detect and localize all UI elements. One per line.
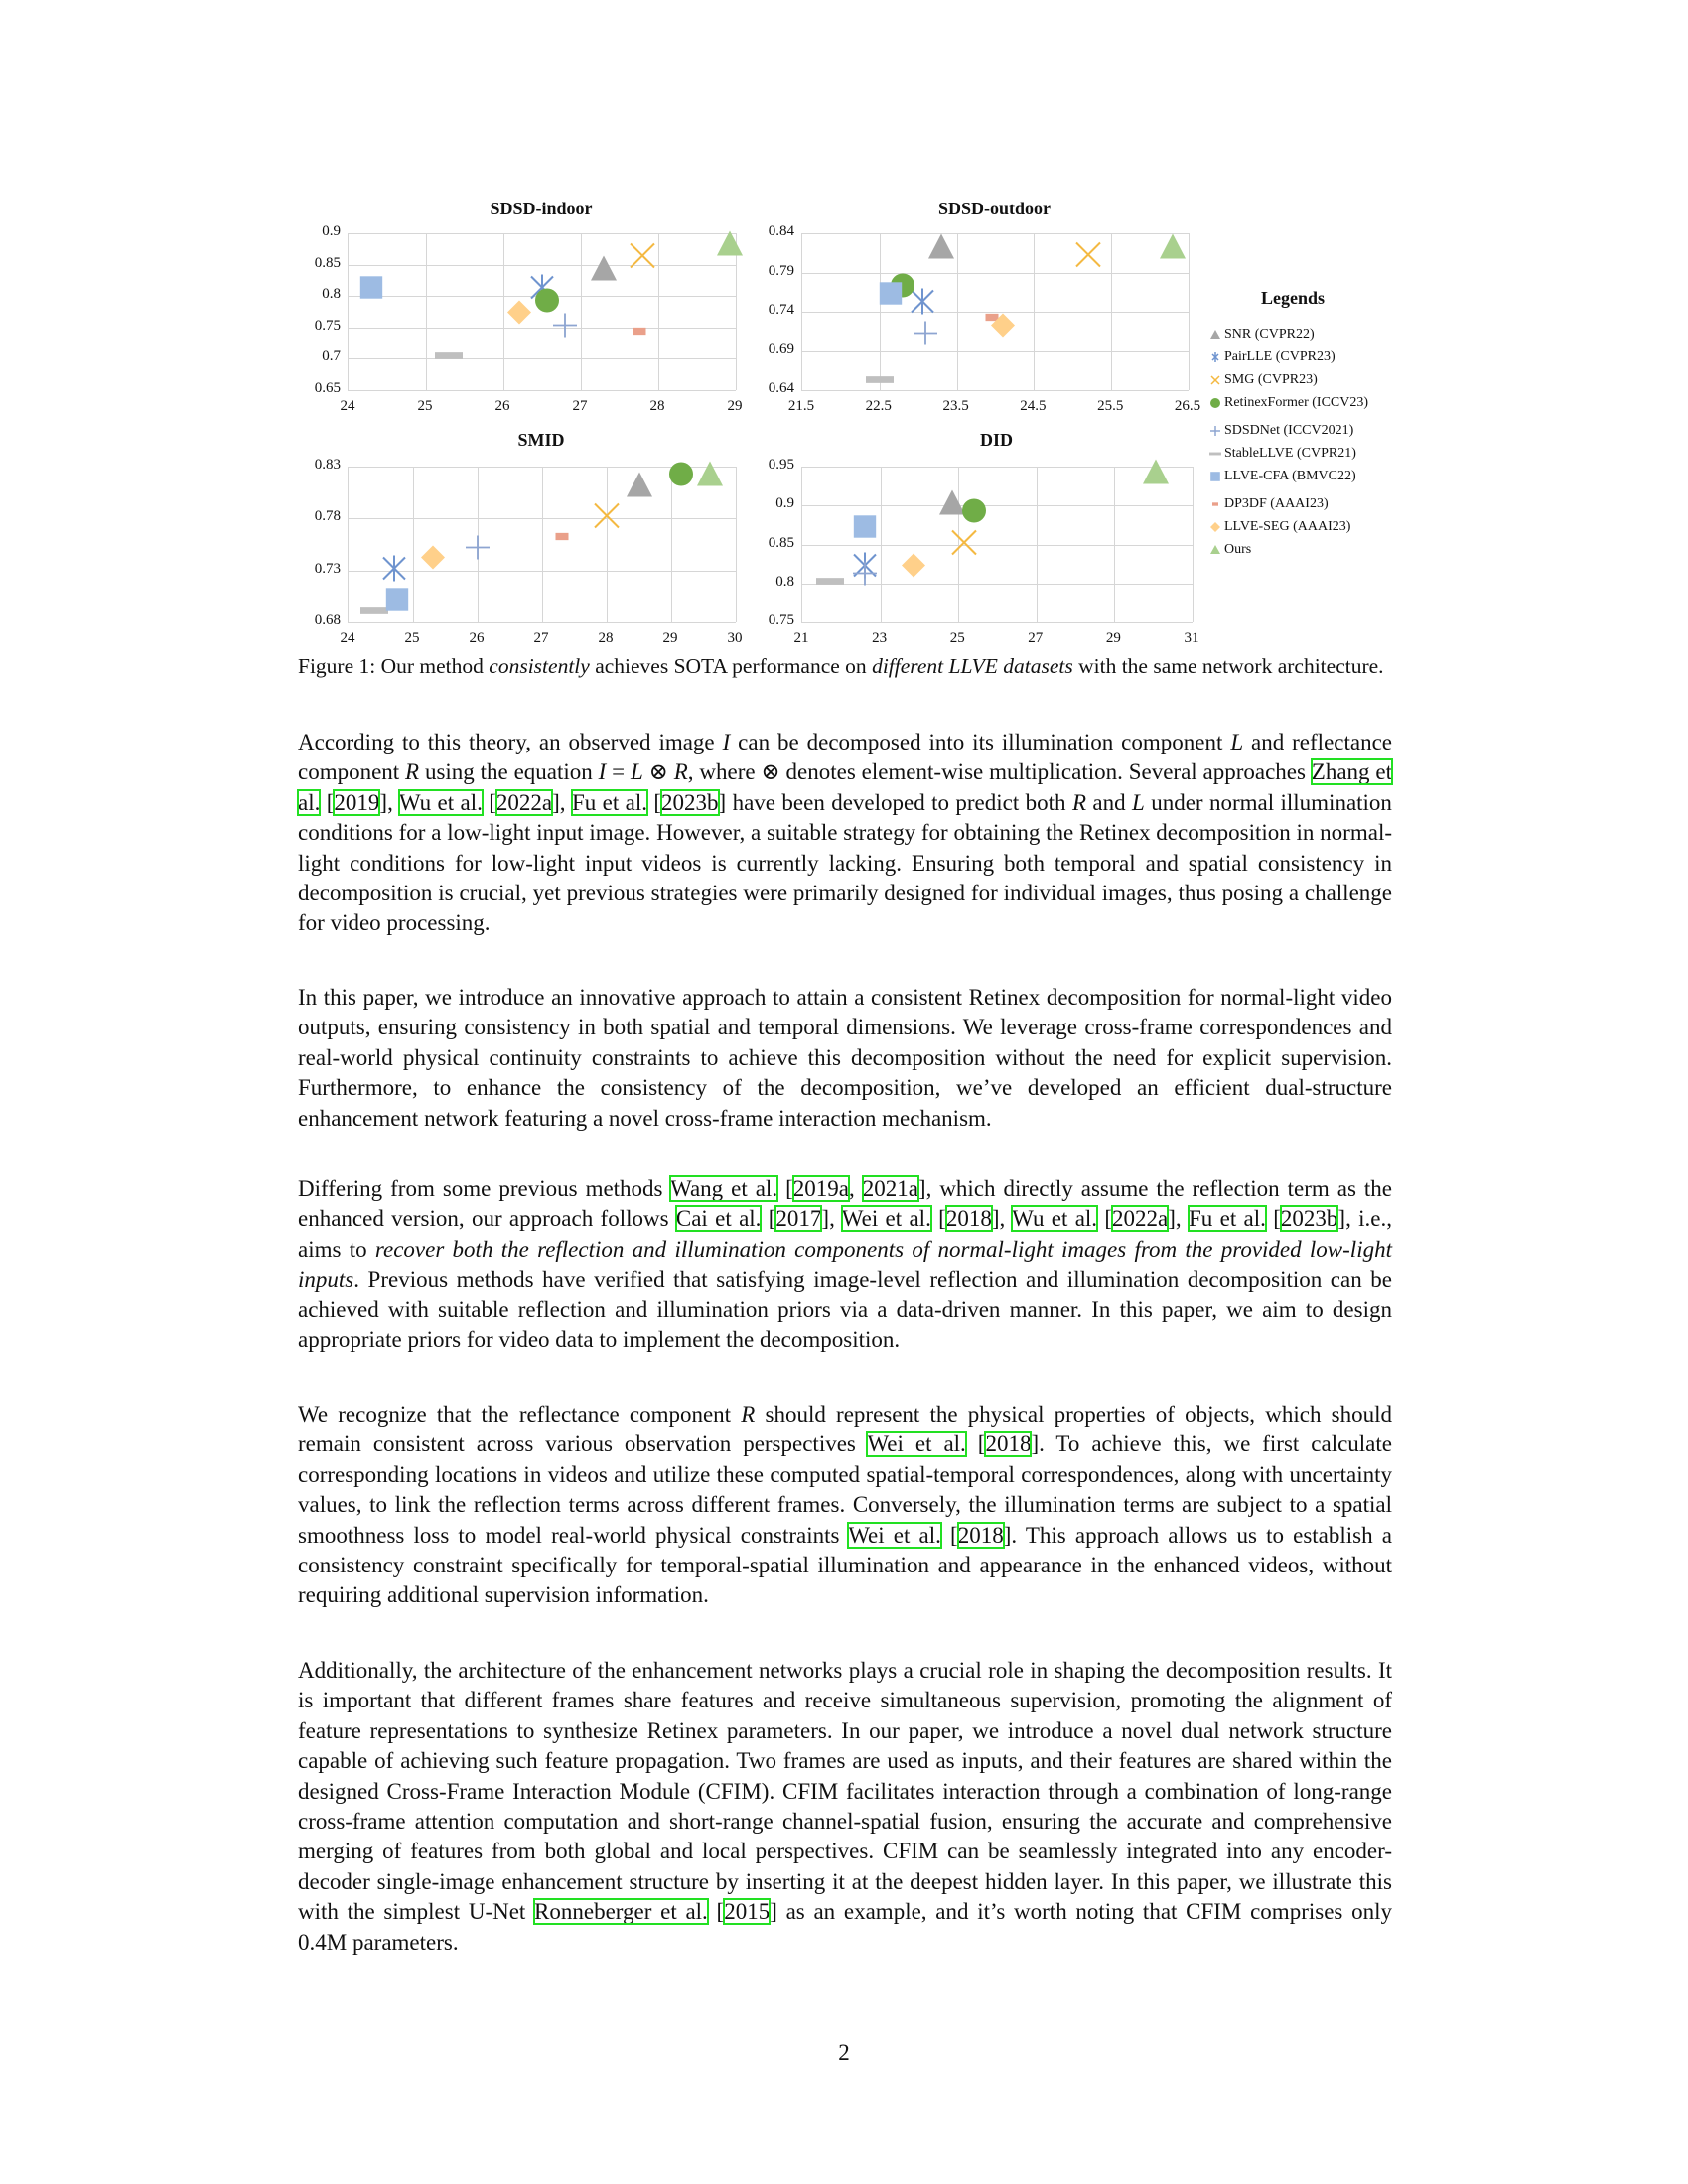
y-tick-label: 0.9 <box>775 495 794 512</box>
chart-title: SDSD-indoor <box>490 199 593 218</box>
diamond-marker-icon <box>420 545 446 576</box>
body-text: [ <box>761 1206 776 1232</box>
small-dash-marker-icon <box>627 319 652 349</box>
legend-label: DP3DF (AAAI23) <box>1224 495 1329 511</box>
gridline <box>802 233 1189 234</box>
math-symbol: R <box>405 759 420 785</box>
citation-link[interactable]: Wei et al. <box>841 1206 931 1232</box>
square-marker-icon <box>383 586 411 618</box>
dash-marker-icon <box>816 567 844 600</box>
math-symbol: I <box>598 759 607 785</box>
plus-icon <box>1209 425 1221 437</box>
legend-label: SDSDNet (ICCV2021) <box>1224 422 1354 438</box>
math-symbol: R <box>741 1402 756 1427</box>
citation-link[interactable]: Wang et al. <box>670 1176 778 1201</box>
page-number: 2 <box>838 2040 850 2065</box>
plot-area <box>348 233 736 391</box>
citation-link[interactable]: Wu et al. <box>398 789 483 815</box>
citation-link[interactable]: Zhang et al. <box>298 759 1392 815</box>
gridline <box>349 265 736 266</box>
y-tick-label: 0.64 <box>768 380 794 396</box>
x-marker-icon <box>629 242 656 275</box>
x-tick-label: 29 <box>1105 630 1121 646</box>
gridline <box>1114 467 1115 622</box>
triangle-marker-icon <box>716 229 744 262</box>
gridline <box>426 233 427 390</box>
dash-marker-icon <box>435 342 463 375</box>
gridline <box>349 328 736 329</box>
x-tick-label: 28 <box>598 630 614 646</box>
citation-link[interactable]: Wei et al. <box>867 1432 966 1457</box>
x-tick-label: 21.5 <box>787 398 815 414</box>
y-tick-label: 0.75 <box>768 613 794 628</box>
x-tick-label: 23.5 <box>942 398 969 414</box>
caption-text: with the same network architecture. <box>1072 654 1384 678</box>
gridline <box>413 467 414 622</box>
legend-item <box>1209 538 1388 561</box>
plus-marker-icon <box>913 320 938 350</box>
diamond-icon <box>1209 521 1221 533</box>
y-tick-label: 0.78 <box>314 508 341 525</box>
chart-legend <box>1209 288 1388 561</box>
caption-text: achieves SOTA performance on <box>589 654 873 678</box>
triangle-marker-icon <box>696 461 724 493</box>
paragraph-5 <box>298 1656 1392 1958</box>
gridline <box>1193 467 1194 622</box>
citation-link[interactable]: 2022a <box>495 789 553 815</box>
paragraph-2 <box>298 983 1392 1134</box>
triangle-marker-icon <box>1142 458 1170 490</box>
x-marker-icon <box>950 528 978 561</box>
gridline <box>349 233 736 234</box>
legend-label: RetinexFormer (ICCV23) <box>1224 394 1369 410</box>
plot-area <box>801 467 1193 623</box>
x-tick-label: 22.5 <box>865 398 892 414</box>
math-symbol: R <box>673 759 688 785</box>
body-text: under normal illumination conditions for a low-light input image. However, a suitable strategy for obtaining the Retinex decomposition in normal-light conditions for low-light input videos is currently lacking. Ensuring both temporal and spatial consistency in decomposition is crucial, yet previous strategies were primarily designed for individual images, thus posing a challenge for video processing. <box>298 789 1392 936</box>
plus-marker-icon <box>852 560 878 591</box>
y-tick-label: 0.7 <box>322 348 341 365</box>
x-tick-label: 26 <box>494 398 510 414</box>
y-tick-label: 0.85 <box>314 254 341 271</box>
y-tick-label: 0.74 <box>768 302 794 318</box>
x-marker-icon <box>1074 240 1102 273</box>
body-text: , where ⊗ denotes element-wise multiplication. Several approaches <box>687 759 1312 785</box>
gridline <box>1037 467 1038 622</box>
legend-item <box>1209 515 1388 538</box>
y-tick-label: 0.85 <box>768 534 794 551</box>
x-tick-label: 29 <box>727 398 743 414</box>
chart-title: SMID <box>517 430 565 450</box>
citation-link[interactable]: Wei et al. <box>848 1522 941 1548</box>
body-text: Additionally, the architecture of the enhancement networks plays a crucial role in shaping the decomposition results. It is important that different frames share features and receive simultaneous supervision, promoting the alignment of feature representations to synthesize Retinex parameters. In our paper, we introduce a novel dual network structure capable of achieving such feature propagation. Two frames are used as inputs, and their features are shared within the designed Cross-Frame Interaction Module (CFIM). CFIM facilitates interaction through a combination of long-range cross-frame attention computation and short-range channel-spatial fusion, ensuring the accurate and comprehensive merging of features from both global and local perspectives. CFIM can be seamlessly integrated into any encoder-decoder single-image enhancement structure by inserting it at the deepest hidden layer. In this paper, we illustrate this with the simplest U-Net <box>298 1658 1392 1925</box>
body-text: . Previous methods have verified that satisfying image-level reflection and illumination decomposition can be achieved with suitable reflection and illumination priors via a data-driven manner. In this paper, we aim to design appropriate priors for video data to implement the decomposition. <box>298 1267 1392 1353</box>
small-dash-marker-icon <box>549 524 575 555</box>
y-tick-label: 0.8 <box>322 286 341 303</box>
chart-title: SDSD-outdoor <box>937 199 1052 218</box>
gridline <box>349 358 736 359</box>
citation-link[interactable]: Fu et al. <box>571 789 647 815</box>
diamond-marker-icon <box>506 300 532 331</box>
math-symbol: L <box>1132 789 1145 815</box>
body-text: According to this theory, an observed image <box>298 730 723 754</box>
gridline <box>881 467 882 622</box>
math-symbol: R <box>1071 789 1086 815</box>
figure-caption <box>298 652 1390 680</box>
y-tick-label: 0.9 <box>322 223 341 239</box>
body-text: ], which directly assume the reflection term as the enhanced version, our approach follows <box>298 1176 1392 1232</box>
circle-icon <box>1209 397 1221 409</box>
gridline <box>957 233 958 390</box>
body-text: = <box>606 759 631 785</box>
citation-link[interactable]: 2022a <box>1112 1206 1169 1232</box>
body-text: [ <box>482 789 496 815</box>
citation-link[interactable]: 2015 <box>724 1899 771 1925</box>
legend-label: SMG (CVPR23) <box>1224 371 1318 387</box>
plot-area <box>348 467 736 623</box>
y-tick-label: 0.79 <box>768 262 794 279</box>
citation-link[interactable]: Fu et al. <box>1189 1206 1266 1232</box>
legend-item <box>1209 442 1388 465</box>
asterisk-icon <box>1209 351 1221 363</box>
citation-link[interactable]: Wu et al. <box>1012 1206 1098 1232</box>
citation-link[interactable]: 2018 <box>985 1432 1032 1457</box>
citation-link[interactable]: Ronneberger et al. <box>534 1899 708 1925</box>
gridline <box>1111 233 1112 390</box>
x-tick-label: 27 <box>572 398 588 414</box>
gridline <box>802 467 1193 468</box>
legend-item <box>1209 323 1388 345</box>
legend-label: LLVE-SEG (AAAI23) <box>1224 518 1351 534</box>
legend-label: SNR (CVPR22) <box>1224 326 1315 341</box>
x-marker-icon <box>593 502 621 535</box>
circle-marker-icon <box>668 462 694 492</box>
body-text: and reflectance component <box>298 730 1392 785</box>
legend-item <box>1209 345 1388 368</box>
y-tick-label: 0.65 <box>314 380 341 396</box>
square-marker-icon <box>877 280 905 313</box>
x-tick-label: 24 <box>340 398 355 414</box>
math-symbol: I <box>722 730 731 754</box>
body-text: ]. This approach allows us to establish a consistency constraint specifically for temporal-spatial illumination and appearance in the enhanced videos, without requiring additional supervision information. <box>298 1522 1392 1608</box>
diamond-marker-icon <box>990 312 1016 342</box>
legend-item <box>1209 391 1388 414</box>
plot-area <box>801 233 1189 391</box>
gridline <box>503 233 504 390</box>
y-tick-label: 0.73 <box>314 560 341 577</box>
gridline <box>1189 233 1190 390</box>
body-text: ], <box>379 789 399 815</box>
body-text: , <box>848 1176 863 1201</box>
x-tick-label: 21 <box>793 630 809 646</box>
y-tick-label: 0.75 <box>314 317 341 334</box>
body-text: ⊗ <box>642 759 674 785</box>
triangle-marker-icon <box>1159 232 1187 265</box>
body-text: [ <box>940 1522 958 1548</box>
citation-link[interactable]: 2021a <box>862 1176 918 1201</box>
caption-text: Our method <box>375 654 490 678</box>
caption-emphasis: consistently <box>489 654 590 678</box>
triangle-marker-icon <box>590 254 618 287</box>
y-tick-label: 0.69 <box>768 341 794 357</box>
triangle-icon <box>1209 329 1221 341</box>
x-tick-label: 28 <box>649 398 665 414</box>
y-tick-label: 0.8 <box>775 573 794 590</box>
legend-label: Ours <box>1224 541 1252 557</box>
citation-link[interactable]: 2023b <box>1280 1206 1338 1232</box>
body-text: [ <box>1265 1206 1281 1232</box>
citation-link[interactable]: Cai et al. <box>675 1206 762 1232</box>
x-tick-label: 24.5 <box>1020 398 1047 414</box>
body-text: can be decomposed into its illumination component <box>730 730 1231 754</box>
gridline <box>542 467 543 622</box>
body-text: ]. To achieve this, we first calculate corresponding locations in videos and utilize these computed spatial-temporal correspondences, along with uncertainty values, to link the reflection terms across different frames. Conversely, the illumination terms are subject to a spatial smoothness loss to model real-world physical constraints <box>298 1432 1392 1548</box>
y-tick-label: 0.95 <box>768 457 794 473</box>
body-text: ], <box>552 789 572 815</box>
paragraph-1 <box>298 728 1392 939</box>
asterisk-marker-icon <box>380 554 408 587</box>
citation-link[interactable]: 2019 <box>334 789 380 815</box>
body-text: We recognize that the reflectance component <box>298 1402 742 1427</box>
body-text: and <box>1086 789 1132 815</box>
gridline <box>802 351 1189 352</box>
gridline <box>581 233 582 390</box>
body-text: ], <box>821 1206 842 1232</box>
body-text: In this paper, we introduce an innovative approach to attain a consistent Retinex decomposition for normal-light video outputs, ensuring consistency in both spatial and temporal dimensions. We leverage cross-frame correspondences and real-world physical continuity constraints to achieve this decomposition without the need for explicit supervision. Furthermore, to enhance the consistency of the decomposition, we’ve developed an efficient dual-structure enhancement network featuring a novel cross-frame interaction mechanism. <box>298 985 1392 1131</box>
body-text: using the equation <box>419 759 599 785</box>
x-tick-label: 25 <box>417 398 433 414</box>
body-text: ] as an example, and it’s worth noting that CFIM comprises only 0.4M parameters. <box>298 1899 1392 1955</box>
paragraph-4 <box>298 1400 1392 1611</box>
citation-link[interactable]: 2018 <box>945 1206 992 1232</box>
body-text: [ <box>707 1899 725 1925</box>
legend-label: LLVE-CFA (BMVC22) <box>1224 468 1356 483</box>
x-tick-label: 25 <box>404 630 420 646</box>
legend-item <box>1209 419 1388 442</box>
emphasis-text: recover both the reflection and illumination components of normal-light images from the provided low-light inputs <box>298 1236 1392 1293</box>
legend-label: PairLLE (CVPR23) <box>1224 348 1336 364</box>
square-icon <box>1209 471 1221 482</box>
dash-marker-icon <box>866 366 894 399</box>
citation-link[interactable]: 2023b <box>661 789 719 815</box>
x-tick-label: 29 <box>662 630 678 646</box>
circle-marker-icon <box>961 498 987 529</box>
gridline <box>658 233 659 390</box>
body-text: [ <box>965 1432 986 1457</box>
citation-link[interactable]: 2019a <box>792 1176 849 1201</box>
dash-icon <box>1209 448 1221 460</box>
math-symbol: L <box>1230 730 1244 754</box>
legend-item <box>1209 492 1388 515</box>
triangle-marker-icon <box>927 232 955 265</box>
legend-item <box>1209 465 1388 487</box>
body-text: Differing from some previous methods <box>298 1176 671 1201</box>
y-tick-label: 0.84 <box>768 223 794 239</box>
gridline <box>802 273 1189 274</box>
x-tick-label: 25 <box>949 630 965 646</box>
body-text: ] have been developed to predict both <box>718 789 1072 815</box>
triangle-marker-icon <box>626 471 653 503</box>
legend-item <box>1209 368 1388 391</box>
paragraph-3 <box>298 1174 1392 1355</box>
chart-title: DID <box>979 430 1013 450</box>
citation-link[interactable]: 2017 <box>775 1206 822 1232</box>
x-tick-label: 30 <box>727 630 743 646</box>
x-tick-label: 25.5 <box>1097 398 1124 414</box>
body-text: should represent the physical properties of objects, which should remain consistent across various observation perspectives <box>298 1402 1392 1457</box>
body-text: [ <box>777 1176 793 1201</box>
gridline <box>1034 233 1035 390</box>
body-text: ], i.e., aims to <box>298 1206 1392 1262</box>
legend-title: Legends <box>1260 288 1325 308</box>
citation-link[interactable]: 2018 <box>957 1522 1004 1548</box>
x-tick-label: 23 <box>872 630 888 646</box>
body-text: ], <box>991 1206 1013 1232</box>
math-symbol: L <box>630 759 643 785</box>
x-tick-label: 24 <box>340 630 355 646</box>
small-dash-icon <box>1209 498 1221 510</box>
plus-marker-icon <box>552 312 578 342</box>
body-text: [ <box>320 789 335 815</box>
y-tick-label: 0.83 <box>314 457 341 473</box>
x-tick-label: 27 <box>533 630 549 646</box>
x-icon <box>1209 374 1221 386</box>
plus-marker-icon <box>465 534 491 565</box>
x-tick-label: 31 <box>1184 630 1199 646</box>
gridline <box>607 467 608 622</box>
x-tick-label: 26.5 <box>1174 398 1201 414</box>
body-text: [ <box>930 1206 946 1232</box>
caption-label: Figure 1: <box>298 654 376 678</box>
caption-emphasis: different LLVE datasets <box>872 654 1073 678</box>
gridline <box>736 467 737 622</box>
x-tick-label: 26 <box>469 630 485 646</box>
y-tick-label: 0.68 <box>314 613 341 628</box>
square-marker-icon <box>851 512 879 545</box>
diamond-marker-icon <box>901 553 926 584</box>
gridline <box>802 505 1193 506</box>
body-text: [ <box>1097 1206 1113 1232</box>
square-marker-icon <box>357 273 385 306</box>
triangle-icon <box>1209 544 1221 556</box>
legend-label: StableLLVE (CVPR21) <box>1224 445 1356 461</box>
x-tick-label: 27 <box>1028 630 1044 646</box>
body-text: ], <box>1168 1206 1190 1232</box>
body-text: [ <box>646 789 662 815</box>
